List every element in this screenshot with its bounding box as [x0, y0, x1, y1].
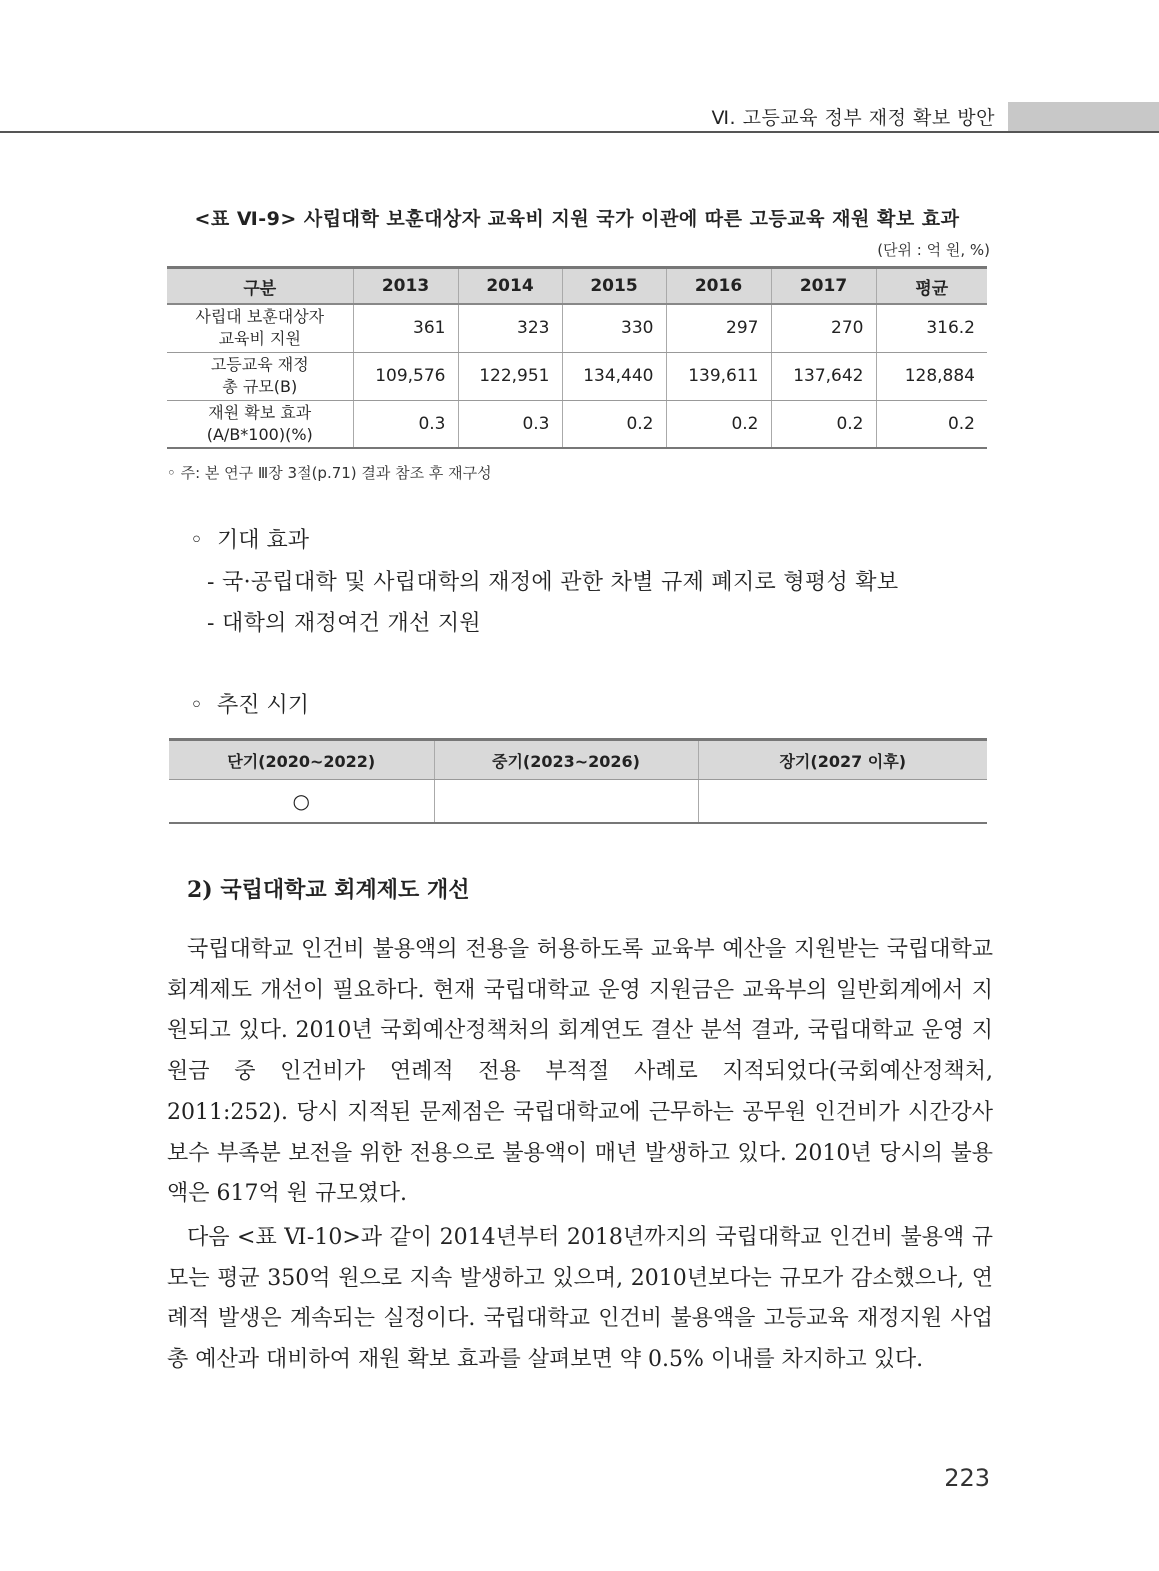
body-paragraph: 다음 <표 Ⅵ-10>과 같이 2014년부터 2018년까지의 국립대학교 인건비 불용액 규모는 평균 350억 원으로 지속 발생하고 있으며, 2010년보다는 규모가 감소했으나, 연례적 발생은 계속되는 실정이다. 국립대학교 인건비 불용액을 고등교육 재정지원 사업 총 예산과 대비하여 재원 확보 효과를 살펴보면 약 0.5% 이내를 차지하고 있다.: [167, 1225, 993, 1373]
table-cell: 0.3: [458, 400, 562, 448]
expected-item: - 국·공립대학 및 사립대학의 재정에 관한 차별 규제 폐지로 형평성 확보: [207, 570, 899, 595]
header-cell: 2015: [562, 268, 666, 305]
body-paragraph: 국립대학교 인건비 불용액의 전용을 허용하도록 교육부 예산을 지원받는 국립대학교 회계제도 개선이 필요하다. 현재 국립대학교 운영 지원금은 교육부의 일반회계에서 지원되고 있다. 2010년 국회예산정책처의 회계연도 결산 분석 결과, 국립대학교 운영 지원금 중 인건비가 연례적 전용 부적절 사례로 지적되었다(국회예산정책처, 2011:252). 당시 지적된 문제점은 국립대학교에 근무하는 공무원 인건비가 시간강사 보수 부족분 보전을 위한 전용으로 불용액이 매년 발생하고 있다. 2010년 당시의 불용액은 617억 원 규모였다.: [167, 937, 993, 1207]
table-cell: 128,884: [876, 352, 987, 400]
funding-effect-table: [167, 266, 987, 449]
table-row: [167, 304, 987, 352]
table-cell: 316.2: [876, 304, 987, 352]
timing-heading: ◦ 추진 시기: [190, 693, 309, 718]
table-row: [167, 400, 987, 448]
section-title: 2) 국립대학교 회계제도 개선: [187, 877, 470, 903]
timing-row: [169, 780, 987, 824]
header-cell: 2013: [353, 268, 458, 305]
table-row: [167, 352, 987, 400]
table-cell: 0.2: [876, 400, 987, 448]
table-cell: 134,440: [562, 352, 666, 400]
row-label: 고등교육 재정 총 규모(B): [167, 352, 353, 400]
table-cell: 139,611: [666, 352, 771, 400]
table-cell: 323: [458, 304, 562, 352]
table-note: ◦ 주: 본 연구 Ⅲ장 3절(p.71) 결과 참조 후 재구성: [167, 464, 492, 482]
circle-bullet-icon: ◦: [190, 693, 203, 718]
row-label: 사립대 보훈대상자 교육비 지원: [167, 304, 353, 352]
timing-header-long: 장기(2027 이후): [698, 740, 987, 780]
timing-header-short: 단기(2020~2022): [169, 740, 434, 780]
timing-mark-long: [698, 780, 987, 824]
table-cell: 0.2: [666, 400, 771, 448]
running-header: Ⅵ. 고등교육 정부 재정 확보 방안: [711, 107, 995, 129]
table-caption: <표 Ⅵ-9> 사립대학 보훈대상자 교육비 지원 국가 이관에 따른 고등교육 재원 확보 효과: [194, 208, 960, 230]
header-cell: 2017: [771, 268, 876, 305]
row-label: 재원 확보 효과 (A/B*100)(%): [167, 400, 353, 448]
circle-bullet-icon: ◦: [190, 528, 203, 553]
header-cell: 평균: [876, 268, 987, 305]
expected-item: - 대학의 재정여건 개선 지원: [207, 611, 481, 636]
timing-header-mid: 중기(2023~2026): [434, 740, 698, 780]
table-cell: 122,951: [458, 352, 562, 400]
table-cell: 109,576: [353, 352, 458, 400]
table-cell: 137,642: [771, 352, 876, 400]
header-gray-bar: [1008, 102, 1159, 132]
timing-mark-short: ○: [169, 780, 434, 824]
table-header-row: [167, 268, 987, 305]
table-cell: 0.2: [562, 400, 666, 448]
header-rule: [0, 131, 1159, 133]
table-cell: 330: [562, 304, 666, 352]
timing-mark-mid: [434, 780, 698, 824]
header-cell: 2016: [666, 268, 771, 305]
header-cell: 구분: [167, 268, 353, 305]
table-cell: 0.2: [771, 400, 876, 448]
table-cell: 0.3: [353, 400, 458, 448]
table-cell: 361: [353, 304, 458, 352]
table-cell: 297: [666, 304, 771, 352]
table-unit: (단위 : 억 원, %): [877, 241, 990, 259]
timing-header-row: [169, 740, 987, 780]
table-cell: 270: [771, 304, 876, 352]
timing-table: [169, 738, 987, 824]
expected-effect-heading: ◦ 기대 효과: [190, 528, 309, 553]
header-cell: 2014: [458, 268, 562, 305]
page-number: 223: [944, 1464, 990, 1492]
